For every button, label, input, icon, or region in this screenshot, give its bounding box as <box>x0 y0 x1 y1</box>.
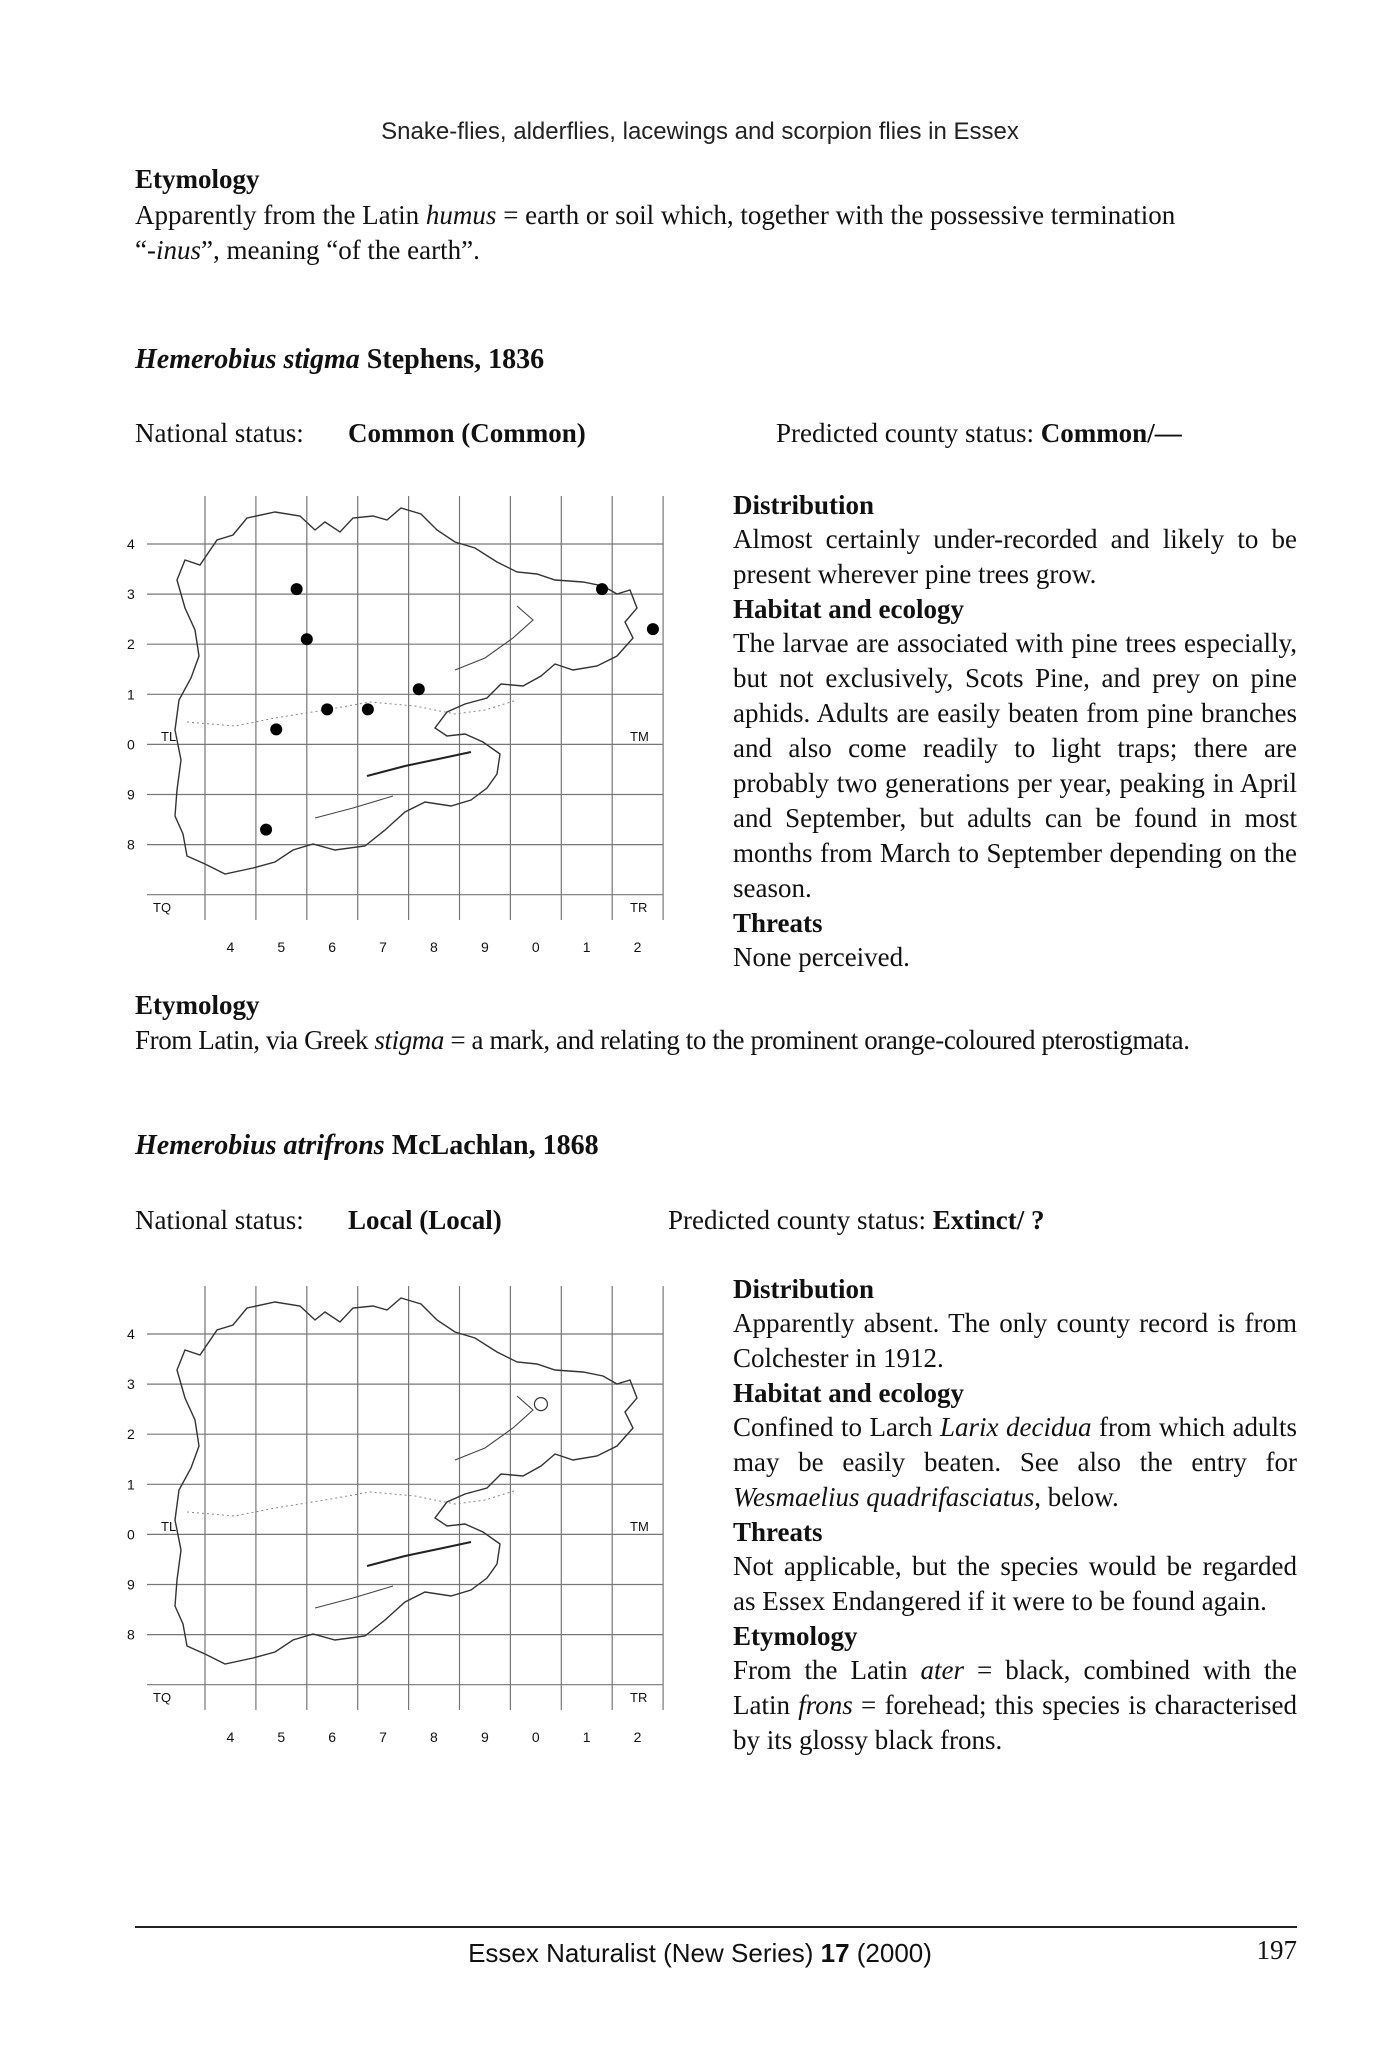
easting-label: 9 <box>480 1729 489 1745</box>
easting-label: 7 <box>379 1729 387 1745</box>
threats-text: None perceived. <box>733 942 910 972</box>
journal-name: Essex Naturalist (New Series) <box>468 1938 821 1968</box>
square-label-tl: TL <box>161 729 177 744</box>
square-label-tr: TR <box>630 900 648 915</box>
text-segment: Apparently from the Latin <box>135 200 426 230</box>
running-head: Snake-flies, alderflies, lacewings and scorpion flies in Essex <box>381 118 1019 145</box>
easting-label: 1 <box>582 939 591 955</box>
estuary-line <box>367 752 471 776</box>
estuary-line <box>455 606 533 670</box>
journal-volume: 17 <box>820 1938 850 1968</box>
text-segment: from which adults may be easily beaten. See also the entry for <box>733 1412 1297 1477</box>
easting-label: 0 <box>531 939 540 955</box>
easting-label: 6 <box>328 1729 337 1745</box>
easting-label: 5 <box>277 1729 286 1745</box>
text-segment: From Latin, via Greek <box>135 1025 375 1055</box>
predicted-county-status <box>668 1205 1044 1236</box>
square-label-tq: TQ <box>153 1690 172 1705</box>
predicted-value: Common/— <box>1040 418 1182 448</box>
etymology-text <box>733 1653 1297 1758</box>
easting-label: 4 <box>226 939 235 955</box>
record-dot <box>413 683 425 695</box>
text-segment: = black, combined with the Latin <box>733 1655 1297 1720</box>
predicted-label: Predicted county status: <box>668 1205 933 1235</box>
national-status-value <box>348 1205 502 1236</box>
italic-term: humus <box>425 200 497 230</box>
easting-label: 8 <box>430 1729 438 1745</box>
etymology-heading: Etymology <box>135 990 260 1020</box>
northing-label: 2 <box>127 636 135 653</box>
easting-label: 2 <box>633 1729 642 1745</box>
easting-label: 8 <box>430 939 438 955</box>
italic-term: frons <box>798 1690 853 1720</box>
text-segment: = forehead; this species is characterised by its glossy black frons. <box>733 1690 1298 1755</box>
predicted-county-status <box>776 418 1182 449</box>
easting-label: 5 <box>277 939 286 955</box>
easting-label: 2 <box>633 939 642 955</box>
county-outline <box>175 508 637 874</box>
status-value: Local (Local) <box>348 1205 502 1235</box>
northing-label: 8 <box>127 1626 135 1643</box>
text-segment: Confined to Larch <box>733 1412 940 1442</box>
national-status-label: National status: <box>135 1205 304 1235</box>
italic-term: stigma <box>374 1025 444 1055</box>
record-dot-open <box>534 1398 547 1411</box>
easting-label: 1 <box>582 1729 591 1745</box>
record-dot <box>321 703 333 715</box>
square-label-tm: TM <box>630 1519 649 1534</box>
italic-term: Wesmaelius quadrifasciatus <box>733 1482 1035 1512</box>
text-segment: “- <box>135 235 156 265</box>
etymology-text <box>135 1023 1325 1058</box>
species-name: Hemerobius atrifrons <box>135 1130 385 1161</box>
italic-term: Larix decidua <box>939 1412 1092 1442</box>
northing-label: 9 <box>127 786 135 803</box>
footer-rule <box>135 1926 1297 1928</box>
easting-label: 0 <box>531 1729 540 1745</box>
record-dot <box>362 703 374 715</box>
easting-label: 7 <box>379 939 387 955</box>
threats-text: Not applicable, but the species would be regarded as Essex Endangered if it were to be found again. <box>733 1551 1297 1616</box>
record-dot <box>291 583 303 595</box>
northing-label: 0 <box>127 736 135 753</box>
record-dot <box>647 623 659 635</box>
record-dot <box>301 633 313 645</box>
status-value: Common (Common) <box>348 418 586 448</box>
text-segment: , below. <box>1034 1482 1119 1512</box>
species-2-text <box>733 1272 1297 1758</box>
habitat-heading: Habitat and ecology <box>733 1378 965 1408</box>
species-1-text <box>733 488 1297 975</box>
northing-label: 9 <box>127 1576 135 1593</box>
distribution-text: Apparently absent. The only county record is from Colchester in 1912. <box>733 1308 1297 1373</box>
top-etymology-heading: Etymology <box>135 164 260 194</box>
square-label-tr: TR <box>630 1690 648 1705</box>
habitat-text <box>733 1410 1297 1515</box>
predicted-label: Predicted county status: <box>776 418 1041 448</box>
northing-label: 0 <box>127 1526 135 1543</box>
county-outline <box>175 1298 637 1664</box>
page-number: 197 <box>1256 1935 1297 1965</box>
etymology-heading: Etymology <box>733 1621 858 1651</box>
text-segment: ”, meaning “of the earth”. <box>201 235 480 265</box>
habitat-heading: Habitat and ecology <box>733 594 965 624</box>
map-grid <box>147 496 663 920</box>
distribution-map <box>125 490 705 960</box>
text-segment: From the Latin <box>733 1655 921 1685</box>
easting-label: 6 <box>328 939 337 955</box>
habitat-text: The larvae are associated with pine trees especially, but not exclusively, Scots Pine, and prey on pine aphids. Adults are easily beaten from pine branches and also come readily to light traps; there are probably two generations per year, peaking in April and September, but adults can be found in most months from March to September depending on the season. <box>733 628 1297 903</box>
easting-label: 9 <box>480 939 489 955</box>
estuary-line <box>315 1586 393 1608</box>
threats-heading: Threats <box>733 908 823 938</box>
record-dot <box>596 583 608 595</box>
species-authority: Stephens, 1836 <box>359 344 545 375</box>
distribution-map <box>125 1280 705 1750</box>
species-name: Hemerobius stigma <box>135 344 360 375</box>
distribution-text: Almost certainly under-recorded and likely to be present wherever pine trees grow. <box>733 524 1297 589</box>
northing-label: 1 <box>127 686 135 703</box>
italic-term: ater <box>920 1655 965 1685</box>
threats-heading: Threats <box>733 1517 823 1547</box>
species-title <box>135 344 544 376</box>
northing-label: 3 <box>127 586 135 603</box>
estuary-line <box>455 1396 533 1460</box>
record-dots <box>534 1398 547 1411</box>
text-segment: = a mark, and relating to the prominent orange-coloured pterostigmata. <box>444 1025 1190 1055</box>
map-grid <box>147 1286 663 1710</box>
square-label-tm: TM <box>630 729 649 744</box>
italic-term: inus <box>155 235 201 265</box>
northing-label: 4 <box>127 1326 135 1342</box>
northing-label: 2 <box>127 1426 135 1443</box>
journal-year: (2000) <box>849 1938 932 1968</box>
top-etymology-text <box>135 198 1297 268</box>
species-title <box>135 1130 599 1162</box>
square-label-tq: TQ <box>153 900 172 915</box>
predicted-value: Extinct/ ? <box>932 1205 1045 1235</box>
national-status-label: National status: <box>135 418 304 448</box>
distribution-heading: Distribution <box>733 490 875 520</box>
square-label-tl: TL <box>161 1519 177 1534</box>
easting-label: 4 <box>226 1729 235 1745</box>
footer-journal <box>0 1938 1400 1969</box>
text-segment: = earth or soil which, together with the possessive termination <box>496 200 1176 230</box>
northing-label: 3 <box>127 1376 135 1393</box>
estuary-line <box>367 1542 471 1566</box>
northing-label: 1 <box>127 1476 135 1493</box>
species-authority: McLachlan, 1868 <box>384 1130 599 1161</box>
distribution-heading: Distribution <box>733 1274 875 1304</box>
estuary-line <box>315 796 393 818</box>
record-dot <box>270 723 282 735</box>
northing-label: 8 <box>127 836 135 853</box>
national-status-value <box>348 418 586 449</box>
record-dot <box>260 824 272 836</box>
northing-label: 4 <box>127 536 135 552</box>
